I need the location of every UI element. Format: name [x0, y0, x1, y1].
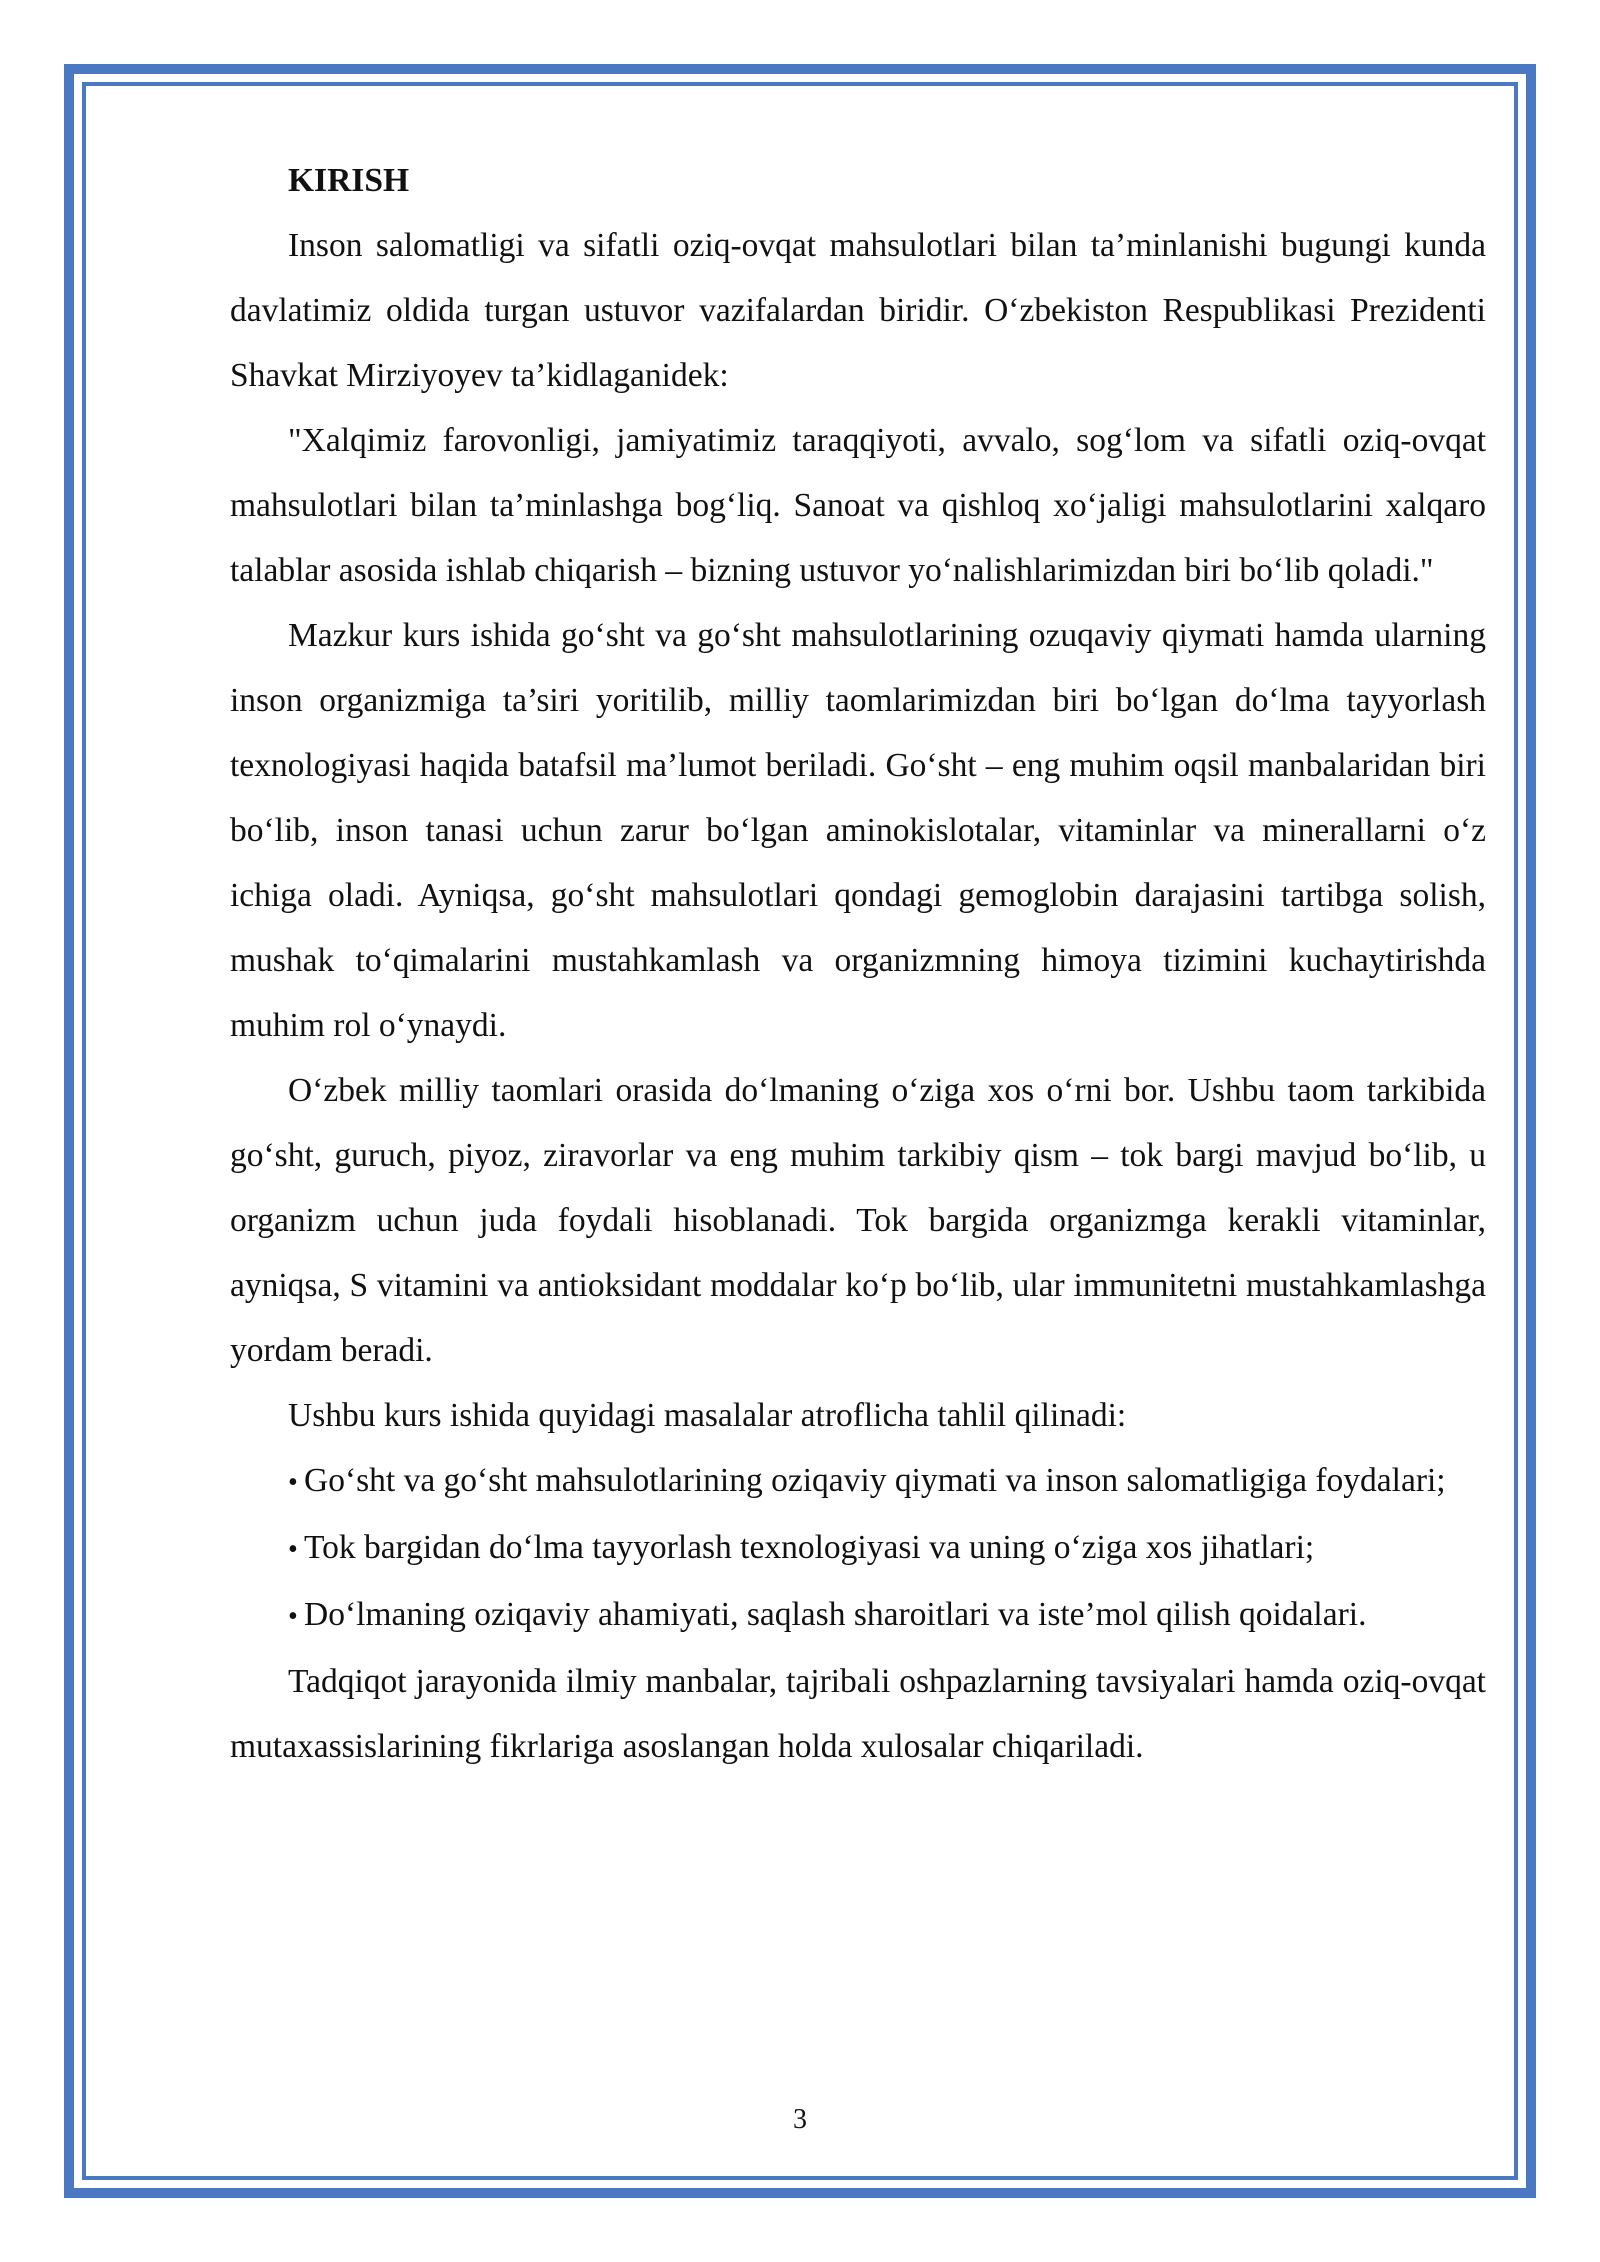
paragraph-dolma: O‘zbek milliy taomlari orasida do‘lmaning o‘ziga xos o‘rni bor. Ushbu taom tarkibida go‘sht, guruch, piyoz, ziravorlar va eng muhim tarkibiy qism – tok bargi mavjud bo‘lib, u organizm uchun juda foydali hisoblanadi. Tok bargida organizmga kerakli vitaminlar, ayniqsa, S vitamini va antioksidant moddalar ko‘p bo‘lib, ular immunitetni mustahkamlashga yordam beradi. [230, 1072, 1486, 1369]
list-item-text: Go‘sht va go‘sht mahsulotlarining oziqaviy qiymati va inson salomatligiga foydalari; [304, 1462, 1446, 1499]
bullet-icon: • [288, 1534, 298, 1565]
document-body [230, 148, 1486, 1779]
paragraph-tasks-intro: Ushbu kurs ishida quyidagi masalalar atroflicha tahlil qilinadi: [288, 1397, 1127, 1434]
page-number: 3 [793, 2104, 807, 2135]
paragraph-closing: Tadqiqot jarayonida ilmiy manbalar, tajribali oshpazlarning tavsiyalari hamda oziq-ovqat mutaxassislarining fikrlariga asoslangan holda xulosalar chiqariladi. [230, 1663, 1486, 1765]
list-item [230, 1515, 1486, 1582]
section-heading: KIRISH [288, 162, 410, 199]
paragraph-intro: Inson salomatligi va sifatli oziq-ovqat mahsulotlari bilan ta’minlanishi bugungi kunda davlatimiz oldida turgan ustuvor vazifalardan biridir. O‘zbekiston Respublikasi Prezidenti Shavkat Mirziyoyev ta’kidlaganidek: [230, 227, 1486, 394]
paragraph-meat-nutrition: Mazkur kurs ishida go‘sht va go‘sht mahsulotlarining ozuqaviy qiymati hamda ularning inson organizmiga ta’siri yoritilib, milliy taomlarimizdan biri bo‘lgan do‘lma tayyorlash texnologiyasi haqida batafsil ma’lumot beriladi. Go‘sht – eng muhim oqsil manbalaridan biri bo‘lib, inson tanasi uchun zarur bo‘lgan aminokislotalar, vitaminlar va minerallarni o‘z ichiga oladi. Ayniqsa, go‘sht mahsulotlari qondagi gemoglobin darajasini tartibga solish, mushak to‘qimalarini mustahkamlash va organizmning himoya tizimini kuchaytirishda muhim rol o‘ynaydi. [230, 617, 1486, 1044]
list-item-text: Do‘lmaning oziqaviy ahamiyati, saqlash sharoitlari va iste’mol qilish qoidalari. [304, 1596, 1367, 1633]
bullet-icon: • [288, 1467, 298, 1498]
bullet-icon: • [288, 1601, 298, 1632]
list-item-text: Tok bargidan do‘lma tayyorlash texnologiyasi va uning o‘ziga xos jihatlari; [304, 1529, 1315, 1566]
list-item [230, 1582, 1486, 1649]
list-item [230, 1448, 1486, 1515]
paragraph-quote: "Xalqimiz farovonligi, jamiyatimiz taraqqiyoti, avvalo, sog‘lom va sifatli oziq-ovqat mahsulotlari bilan ta’minlashga bog‘liq. Sanoat va qishloq xo‘jaligi mahsulotlarini xalqaro talablar asosida ishlab chiqarish – bizning ustuvor yo‘nalishlarimizdan biri bo‘lib qoladi." [230, 422, 1486, 589]
